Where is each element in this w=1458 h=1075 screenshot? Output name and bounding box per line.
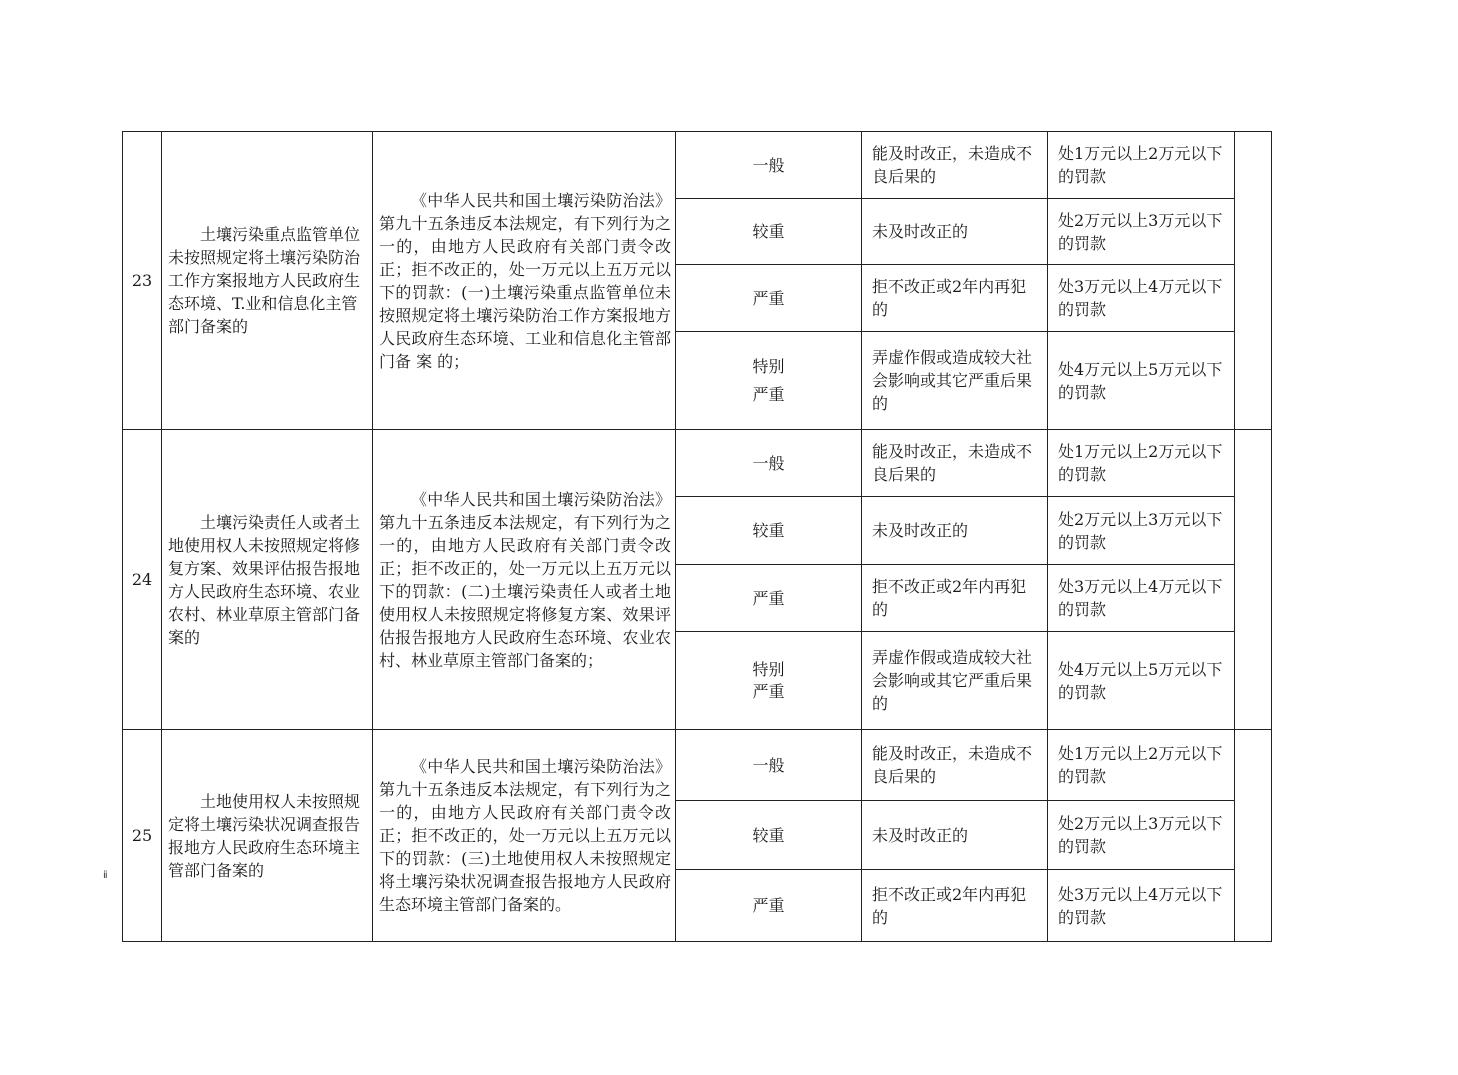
circumstance: 拒不改正或2年内再犯的 [862,870,1048,942]
penalty-amount: 处3万元以上4万元以下的罚款 [1048,870,1235,942]
severity-level: 特别严重 [676,332,862,430]
severity-level: 较重 [676,497,862,565]
severity-level: 较重 [676,801,862,870]
violation-description: 土壤污染责任人或者土地使用权人未按照规定将修复方案、效果评估报告报地方人民政府生态环境、农业农村、林业草原主管部门备案的 [162,430,373,730]
table-row [123,730,1272,801]
circumstance: 未及时改正的 [862,199,1048,265]
severity-level: 严重 [676,565,862,632]
penalty-amount: 处1万元以上2万元以下的罚款 [1048,132,1235,199]
item-number: 25 [123,730,162,942]
penalty-amount: 处2万元以上3万元以下的罚款 [1048,801,1235,870]
penalty-amount: 处3万元以上4万元以下的罚款 [1048,565,1235,632]
legal-basis: 《中华人民共和国土壤污染防治法》第九十五条违反本法规定，有下列行为之一的，由地方人民政府有关部门责令改正；拒不改正的，处一万元以上五万元以下的罚款：(二)土壤污染责任人或者土地使用权人未按照规定将修复方案、效果评估报告报地方人民政府生态环境、农业农村、林业草原主管部门备案的； [373,430,676,730]
blank-cell [1235,730,1272,942]
severity-level: 较重 [676,199,862,265]
penalty-amount: 处1万元以上2万元以下的罚款 [1048,730,1235,801]
circumstance: 弄虚作假或造成较大社会影响或其它严重后果的 [862,332,1048,430]
legal-basis: 《中华人民共和国土壤污染防治法》第九十五条违反本法规定，有下列行为之一的，由地方人民政府有关部门责令改正；拒不改正的，处一万元以上五万元以下的罚款：(一)土壤污染重点监管单位未按照规定将土壤污染防治工作方案报地方人民政府生态环境、工业和信息化主管部门备 案 的； [373,132,676,430]
blank-cell [1235,132,1272,430]
penalty-amount: 处1万元以上2万元以下的罚款 [1048,430,1235,497]
violation-description: 土壤污染重点监管单位未按照规定将土壤污染防治工作方案报地方人民政府生态环境、T.业和信息化主管部门备案的 [162,132,373,430]
penalty-amount: 处2万元以上3万元以下的罚款 [1048,199,1235,265]
severity-level: 一般 [676,430,862,497]
severity-level: 严重 [676,265,862,332]
circumstance: 能及时改正，未造成不良后果的 [862,132,1048,199]
penalty-table [122,131,1272,942]
severity-level: 严重 [676,870,862,942]
circumstance: 能及时改正，未造成不良后果的 [862,730,1048,801]
margin-mark: ⅱ [103,870,108,881]
penalty-amount: 处4万元以上5万元以下的罚款 [1048,632,1235,730]
legal-basis: 《中华人民共和国土壤污染防治法》第九十五条违反本法规定，有下列行为之一的，由地方人民政府有关部门责令改正；拒不改正的，处一万元以上五万元以下的罚款：(三)土地使用权人未按照规定将土壤污染状况调查报告报地方人民政府生态环境主管部门备案的。 [373,730,676,942]
severity-level: 一般 [676,132,862,199]
penalty-amount: 处3万元以上4万元以下的罚款 [1048,265,1235,332]
circumstance: 能及时改正，未造成不良后果的 [862,430,1048,497]
blank-cell [1235,430,1272,730]
severity-level: 一般 [676,730,862,801]
item-number: 23 [123,132,162,430]
circumstance: 弄虚作假或造成较大社会影响或其它严重后果的 [862,632,1048,730]
penalty-amount: 处2万元以上3万元以下的罚款 [1048,497,1235,565]
item-number: 24 [123,430,162,730]
circumstance: 拒不改正或2年内再犯的 [862,565,1048,632]
circumstance: 拒不改正或2年内再犯的 [862,265,1048,332]
circumstance: 未及时改正的 [862,801,1048,870]
table-row [123,132,1272,199]
table-row [123,430,1272,497]
severity-level: 特别严重 [676,632,862,730]
circumstance: 未及时改正的 [862,497,1048,565]
penalty-amount: 处4万元以上5万元以下的罚款 [1048,332,1235,430]
violation-description: 土地使用权人未按照规定将土壤污染状况调查报告报地方人民政府生态环境主管部门备案的 [162,730,373,942]
